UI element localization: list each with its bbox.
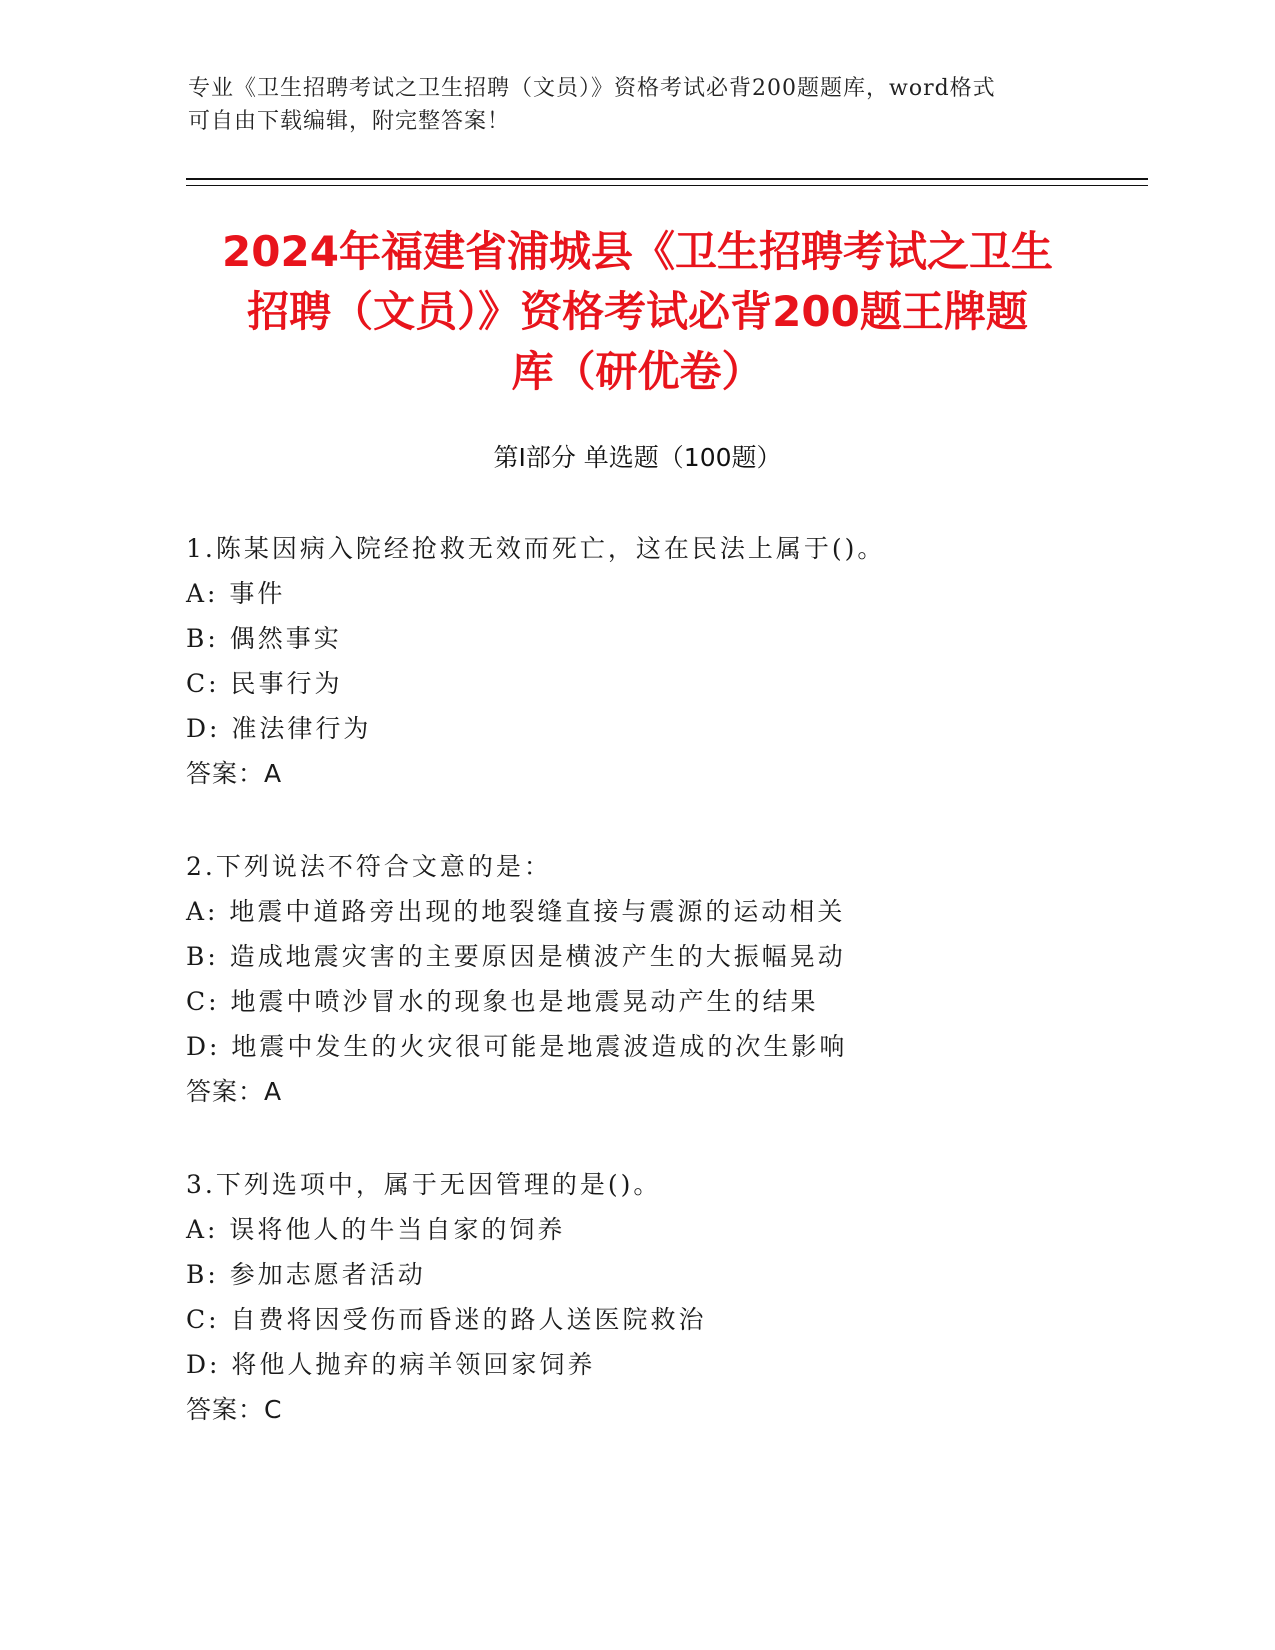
question-block: [186, 526, 1146, 796]
option-b: B: 造成地震灾害的主要原因是横波产生的大振幅晃动: [186, 942, 846, 971]
option-a: A: 地震中道路旁出现的地裂缝直接与震源的运动相关: [186, 897, 846, 926]
option-d: D: 准法律行为: [186, 714, 372, 743]
option-c: C: 民事行为: [186, 669, 343, 698]
title-line-3: 库（研优卷）: [511, 347, 764, 396]
option-d: D: 地震中发生的火灾很可能是地震波造成的次生影响: [186, 1032, 848, 1061]
option-d: D: 将他人抛弃的病羊领回家饲养: [186, 1350, 596, 1379]
header-note-line-1: 专业《卫生招聘考试之卫生招聘（文员）》资格考试必背200题题库，word格式: [188, 76, 996, 101]
option-a: A: 误将他人的牛当自家的饲养: [186, 1215, 566, 1244]
section-heading: 第Ⅰ部分 单选题（100题）: [493, 443, 782, 472]
option-b: B: 参加志愿者活动: [186, 1260, 426, 1289]
question-block: [186, 1162, 1146, 1432]
option-a: A: 事件: [186, 579, 286, 608]
option-c: C: 地震中喷沙冒水的现象也是地震晃动产生的结果: [186, 987, 819, 1016]
answer-line: 答案：C: [186, 1395, 283, 1424]
question-stem: 1.陈某因病入院经抢救无效而死亡，这在民法上属于()。: [186, 534, 886, 563]
option-b: B: 偶然事实: [186, 624, 342, 653]
answer-line: 答案：A: [186, 1077, 283, 1106]
header-divider-thick: [186, 178, 1148, 180]
document-header-note: [188, 72, 1088, 138]
document-title: [150, 222, 1125, 402]
question-stem: 3.下列选项中，属于无因管理的是()。: [186, 1170, 662, 1199]
header-note-line-2: 可自由下载编辑，附完整答案！: [188, 109, 511, 134]
answer-line: 答案：A: [186, 759, 283, 788]
option-c: C: 自费将因受伤而昏迷的路人送医院救治: [186, 1305, 707, 1334]
title-line-2: 招聘（文员）》资格考试必背200题王牌题: [247, 287, 1028, 336]
question-block: [186, 844, 1146, 1114]
title-line-1: 2024年福建省浦城县《卫生招聘考试之卫生: [222, 227, 1053, 276]
header-divider-thin: [186, 185, 1148, 186]
question-stem: 2.下列说法不符合文意的是：: [186, 852, 552, 881]
